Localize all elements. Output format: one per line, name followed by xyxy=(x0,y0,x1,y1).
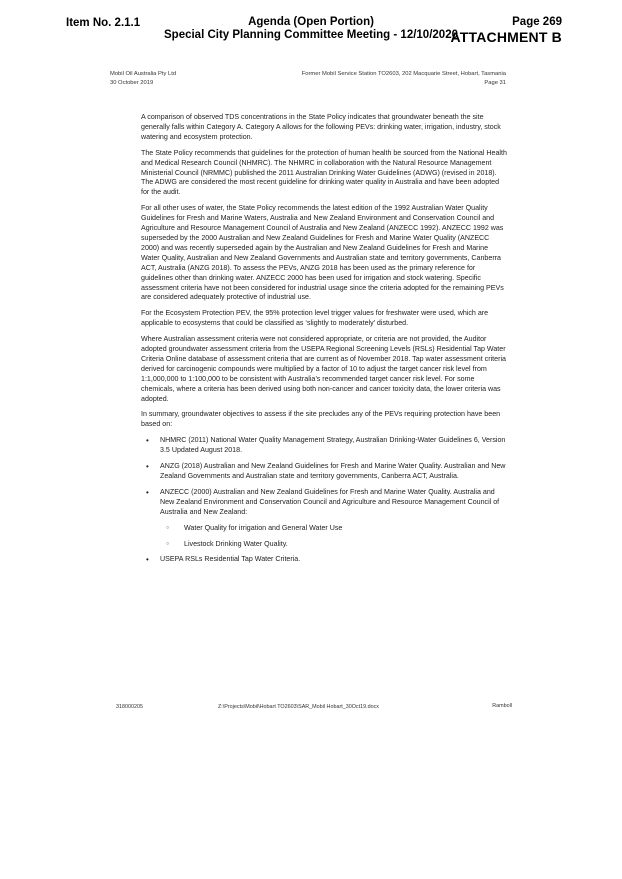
paragraph: The State Policy recommends that guidelines for the protection of human health be sourced from the National Health and Medical Research Council (NHMRC). The NHMRC in collaboration with the Natural Resource Management Ministerial Council (NRMMC) published the 2011 Australian Drinking Water Guidelines (ADWG) (revised in 2018). The ADWG are considered the most recent guideline for drinking water quality in Australia and have been adopted for the audit. xyxy=(141,148,507,197)
paragraph: For the Ecosystem Protection PEV, the 95% protection level trigger values for freshwater were used, which are applicable to ecosystems that could be classified as ‘slightly to moderately’ disturbed. xyxy=(141,309,489,328)
sub-list xyxy=(160,524,507,550)
agenda-header xyxy=(0,0,622,46)
site-name: Former Mobil Service Station TO2603, 202 Macquarie Street, Hobart, Tasmania xyxy=(301,71,506,77)
objectives-list xyxy=(141,436,507,565)
item-number: Item No. 2.1.1 xyxy=(66,17,141,29)
footer-reference: 318000205 xyxy=(116,704,143,710)
paragraph: For all other uses of water, the State Policy recommends the latest edition of the 1992 Australian Water Quality Guidelines for Fresh and Marine Waters, Australia and New Zealand Environment and Conservation Council and Agriculture and Resource Management Council of Australia and New Zealand (ANZECC 1992). ANZECC 1992 was superseded by the 2000 Australian and New Zealand Guidelines for Fresh and Marine Water Quality (ANZECC 2000) and was recently superseded again by the Australian and New Zealand Guidelines for Fresh and Marine Water Quality, Australian and New Zealand Governments and Australian state and territory governments, Canberra ACT, Australia (ANZG 2018). To assess the PEVs, ANZG 2018 has been used as the primary reference for guidelines other than drinking water. ANZECC 2000 has been used for irrigation and stock watering. Specific assessment criteria have not been considered for industrial usage since the criteria adopted for the remaining PEVs are considered adequately protective of industrial use. xyxy=(141,204,504,302)
list-item xyxy=(141,488,507,550)
agenda-title xyxy=(150,16,472,42)
document-date: 30 October 2019 xyxy=(110,80,154,86)
sub-list-item xyxy=(160,524,507,534)
list-item-text: USEPA RSLs Residential Tap Water Criteria. xyxy=(160,555,301,564)
agenda-title-line2: Special City Planning Committee Meeting - 12/10/2020 xyxy=(164,29,458,41)
document-header-left xyxy=(110,70,176,88)
list-item xyxy=(141,462,507,482)
list-item xyxy=(141,555,507,565)
agenda-title-line1: Agenda (Open Portion) xyxy=(248,16,374,28)
document-header-right xyxy=(302,70,506,88)
paragraph: Where Australian assessment criteria were not considered appropriate, or criteria are not provided, the Auditor adopted groundwater assessment criteria from the USEPA Regional Screening Levels (RSLs) Residential Tap Water Criteria Online database of assessment criteria that are current as of November 2018. Tap water assessment criteria derived for carcinogenic compounds were multiplied by a factor of 10 to adjust the target cancer risk level from 1:1,000,000 to 1:100,000 to be consistent with Australia’s recommended target cancer risk level. For some chemicals, where a criteria has been derived using both non-cancer and cancer toxicity data, the lower criteria was adopted. xyxy=(141,335,506,403)
agenda-page-number: Page 269 xyxy=(512,16,562,28)
list-item-text: NHMRC (2011) National Water Quality Management Strategy, Australian Drinking-Water Guidelines 6, Version 3.5 Updated August 2018. xyxy=(160,436,506,455)
list-item-text: ANZG (2018) Australian and New Zealand Guidelines for Fresh and Marine Water Quality. Australian and New Zealand Governments and Australian state and territory governments, Canberra ACT, Australia. xyxy=(160,462,506,480)
sub-list-item-text: Water Quality for irrigation and General Water Use xyxy=(184,523,343,532)
document-body xyxy=(141,113,507,571)
agenda-page-info xyxy=(450,16,562,46)
company-name: Mobil Oil Australia Pty Ltd xyxy=(110,71,177,77)
list-item-text: ANZECC (2000) Australian and New Zealand Guidelines for Fresh and Marine Water Quality. Australia and New Zealand Environment and Conservation Council and Agriculture and Resource Management Council of Australia and New Zealand: xyxy=(160,487,500,516)
list-item xyxy=(141,436,507,456)
footer-brand: Ramboll xyxy=(492,703,512,709)
footer-file-path: Z:\Projects\Mobil\Hobart TO2603\SAR_Mobil Hobart_30Oct19.docx xyxy=(218,704,379,710)
sub-list-item xyxy=(160,540,507,550)
paragraph: In summary, groundwater objectives to assess if the site precludes any of the PEVs requiring protection have been based on: xyxy=(141,410,501,429)
sub-list-item-text: Livestock Drinking Water Quality. xyxy=(184,539,288,548)
document-page-number: Page 31 xyxy=(484,80,506,86)
paragraph: A comparison of observed TDS concentrations in the State Policy indicates that groundwater beneath the site generally falls within Category A. Category A allows for the following PEVs: drinking water, irrigation, industry, stock watering and ecosystem protection. xyxy=(141,113,501,141)
attachment-label: ATTACHMENT B xyxy=(450,29,562,45)
